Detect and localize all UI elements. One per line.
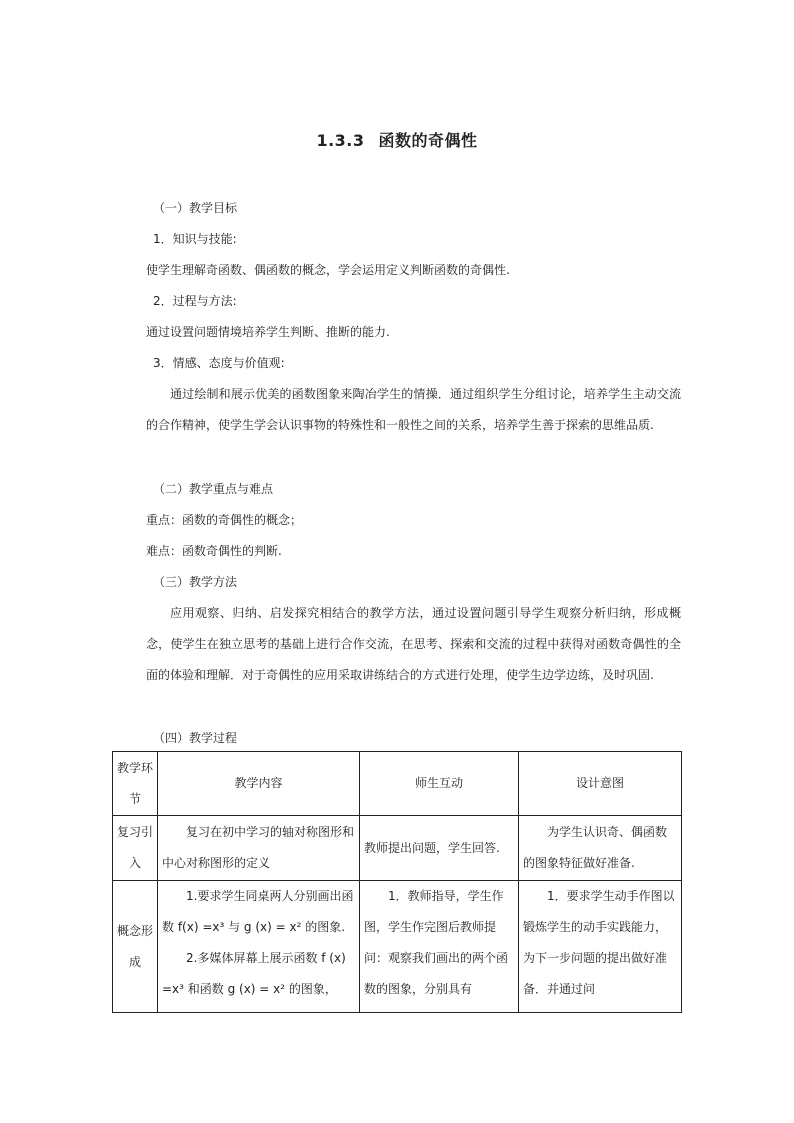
knowledge-heading: 1．知识与技能: [153, 232, 237, 246]
interaction-cell: 1．教师指导，学生作图，学生作完图后教师提问：观察我们画出的两个函数的图象，分别具有 [360, 881, 519, 1013]
intent-cell: 1．要求学生动手作图以锻炼学生的动手实践能力，为下一步问题的提出做好准备．并通过问 [519, 881, 682, 1013]
knowledge-body: 使学生理解奇函数、偶函数的概念，学会运用定义判断函数的奇偶性. [146, 263, 510, 277]
key-point: 重点：函数的奇偶性的概念； [146, 513, 303, 527]
table-header-row [113, 752, 682, 816]
page-title [0, 128, 794, 151]
course-heading: （四）教学过程 [153, 731, 238, 745]
process-heading: 2．过程与方法: [153, 294, 237, 308]
content-cell: 复习在初中学习的轴对称图形和中心对称图形的定义 [158, 816, 360, 881]
emotion-heading: 3．情感、态度与价值观: [153, 356, 285, 370]
header-content: 教学内容 [158, 752, 360, 816]
process-body: 通过设置问题情境培养学生判断、推断的能力. [146, 325, 390, 339]
method-body: 应用观察、归纳、启发探究相结合的教学方法，通过设置问题引导学生观察分析归纳，形成概念，使学生在独立思考的基础上进行合作交流，在思考、探索和交流的过程中获得对函数奇偶性的全面的体验和理解．对于奇偶性的应用采取讲练结合的方式进行处理，使学生边学边练，及时巩固. [146, 606, 681, 682]
table-row [113, 816, 682, 881]
difficult-point: 难点：函数奇偶性的判断. [146, 544, 282, 558]
intent-cell: 为学生认识奇、偶函数的图象特征做好准备. [519, 816, 682, 881]
stage-cell: 复习引入 [113, 816, 158, 881]
header-stage: 教学环节 [113, 752, 158, 816]
title-text: 函数的奇偶性 [378, 131, 478, 150]
content-item: 2.多媒体屏幕上展示函数 f (x) =x³ 和函数 g (x) = x² 的图象， [162, 951, 346, 996]
stage-cell: 概念形成 [113, 881, 158, 1013]
content-item: 1.要求学生同桌两人分别画出函数 f(x) =x³ 与 g (x) = x² 的图象. [162, 889, 354, 934]
emotion-body: 通过绘制和展示优美的函数图象来陶冶学生的情操．通过组织学生分组讨论，培养学生主动交流的合作精神，使学生学会认识事物的特殊性和一般性之间的关系，培养学生善于探索的思维品质. [146, 387, 681, 432]
interaction-cell: 教师提出问题，学生回答. [360, 816, 519, 881]
header-interaction: 师生互动 [360, 752, 519, 816]
content-cell [158, 881, 360, 1013]
goals-heading: （一）教学目标 [153, 201, 238, 215]
table-row [113, 881, 682, 1013]
key-difficult-heading: （二）教学重点与难点 [153, 482, 274, 496]
header-intent: 设计意图 [519, 752, 682, 816]
section-number: 1.3.3 [316, 131, 365, 150]
teaching-process-table [112, 751, 682, 1013]
method-heading: （三）教学方法 [153, 575, 238, 589]
